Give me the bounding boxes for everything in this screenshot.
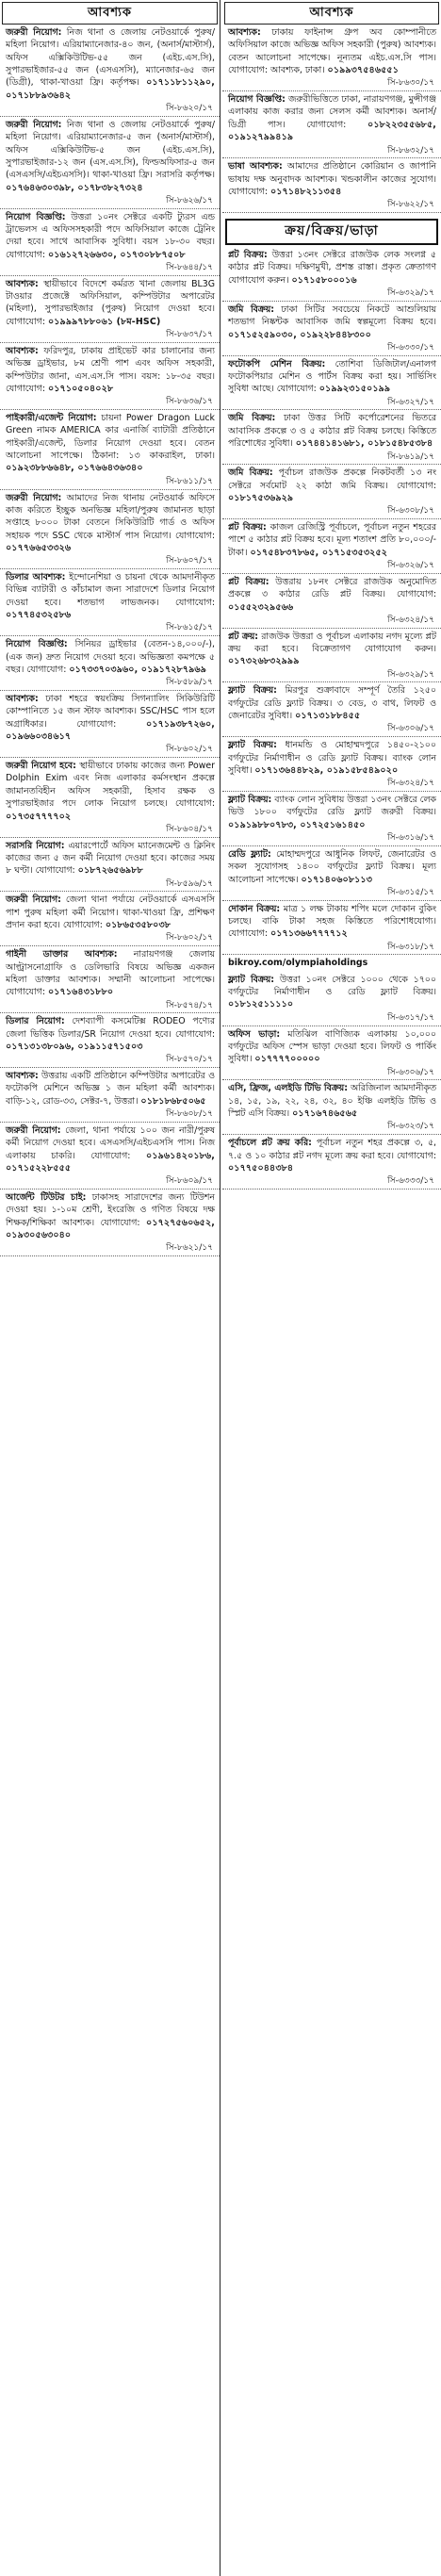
ad-ref-code: সি-৮৫৮৯/১৭ bbox=[166, 678, 213, 688]
ad-ref-code: সি-৬৩২৯/১৭ bbox=[387, 288, 434, 299]
ad-phone: ০১৭৭৫০৪৪৩৮৪ bbox=[228, 1162, 294, 1173]
ad-text: পূর্বাচল রাজউক প্রকল্পে নিকটবর্তী ১৩ নং সেক্টরে সর্বমোট ২২ কাঠা জমি বিক্রয়। যোগাযোগ: bbox=[228, 468, 436, 491]
ad-heading: প্লট বিক্রয়: bbox=[228, 576, 270, 587]
classified-ad bbox=[222, 629, 441, 683]
ad-heading: এসি, ফ্রিজ, এলইডি টিভি বিক্রয়: bbox=[228, 1083, 348, 1094]
ad-heading: আর্জেন্ট টিউটর চাই: bbox=[6, 1192, 87, 1204]
ad-heading: জরুরী নিয়োগ: bbox=[6, 492, 62, 503]
ad-heading: জরুরী নিয়োগ: bbox=[6, 1124, 61, 1136]
ad-text: মিরপুর শুক্রাবাদে সম্পূর্ণ তৈরি ১২৫০ বর্গফুটের রেডি ফ্ল্যাট বিক্রয়। ৩ বেড, ৩ বাথ, লিফট ও জেনারেটর সুবিধা। bbox=[228, 685, 436, 722]
ad-text: আমাদের প্রতিষ্ঠানে কোরিয়ান ও জাপানি ভাষায় দক্ষ অনুবাদক আবশ্যক। খন্ডকালীন কাজের সুযোগ। যোগাযোগ: bbox=[228, 161, 436, 197]
ad-ref-code: সি-৮৬২৬/১৭ bbox=[166, 195, 213, 205]
ad-ref-code: সি-৬৩২৩/১৭ bbox=[387, 1122, 434, 1132]
ad-ref-code: সি-৬৩২৭/১৭ bbox=[387, 397, 434, 407]
ad-phone: ০১৭৩৩৭০৩৯৬০, ০১৯১৭২৮৭৯৬৯ bbox=[69, 664, 206, 675]
ad-text: চায়না Power Dragon Luck Green নামক AMERICA কার এনার্জি ব্যাটারী প্রতিষ্ঠানে পাইকারী/এজেন্ট, ডিলার নিয়োগ দেওয়া হবে। বেতন আলোচনা সাপেক্ষে। ঠিকানা: ১৩ কাকরাইল, ঢাকা। bbox=[6, 413, 215, 462]
ad-phone: ০১৭৪৪১৪১৬৮১, ০১৮১৫৪৮৫৩৮৪ bbox=[295, 438, 433, 450]
ad-text: নিজ থানা ও জেলায় নেটওয়ার্কে পুরুষ/মহিলা নিয়োগ। এরিয়াম্যানেজার-৪০ জন, (অনার্স/মাস্টার্স), অফিস এক্সিকিউটিভ-৫৫ জন (এইচ.এস.সি), সুপারভাইজার-৫৫ জন (এসএসসি), ম্যানেজার-৬৫ জন (ডিগ্রী), থাকা-খাওয়া ফ্রি। কর্তৃপক্ষ। bbox=[6, 27, 215, 89]
classified-ad bbox=[222, 158, 441, 213]
classified-ad bbox=[222, 25, 441, 91]
ad-heading: নিয়োগ বিজ্ঞপ্তি: bbox=[6, 639, 68, 650]
classified-ad bbox=[222, 574, 441, 629]
ad-heading: নিয়োগ বিজ্ঞপ্তি: bbox=[228, 94, 286, 106]
right-top-ads-list bbox=[222, 25, 441, 213]
classified-ad bbox=[0, 490, 220, 569]
ad-ref-code: সি-৬৩১৭/১৭ bbox=[387, 1012, 434, 1023]
ad-phone: ০১৯৯৯৭৮৮০৬১ (৮ম-HSC) bbox=[47, 316, 161, 327]
classified-ad bbox=[0, 892, 220, 946]
classified-ad bbox=[0, 410, 220, 489]
ad-heading: জমি বিক্রয়: bbox=[228, 304, 275, 315]
ad-text: ঢাকা শহরে স্বয়ংক্রিয় সিগন্যালিং সিকিউরিটি কোম্পানিতে ১৫ জন স্টাফ আবশ্যক। SSC/HSC পাস হলে অগ্রাধিকার। যোগাযোগ: bbox=[6, 693, 215, 730]
ad-phone: ০১৭৭৬৬৫৩৩২৬ bbox=[6, 542, 72, 553]
ad-text: জেলা থানা পর্যায়ে নেটওয়ার্কে এসএসসি পাশ পুরুষ মহিলা কর্মী নিয়োগ। থাকা-খাওয়া ফ্রি, প্রশিক্ষণ প্রদান করা হবে। যোগাযোগ: bbox=[6, 894, 215, 931]
classified-ad bbox=[222, 91, 441, 158]
ad-ref-code: সি-৮৬১৯/১৭ bbox=[387, 451, 434, 462]
ad-phone: ০১৭২৭৫৬০৬৫২, ০১৯৩০৫৬৩০৪০ bbox=[6, 1217, 216, 1241]
ad-ref-code: সি-৮৬০৭/১৭ bbox=[166, 556, 213, 566]
ad-heading: ফ্ল্যাট বিক্রয়: bbox=[228, 740, 277, 751]
ad-ref-code: সি-৮৬২০/১৭ bbox=[166, 104, 213, 114]
classified-ad bbox=[222, 1135, 441, 1190]
ad-phone: ০১৭৩২৬৮৩২৯৯৯ bbox=[228, 656, 300, 667]
ad-text: মোহাম্মদপুরে আধুনিক লিফট, জেনারেটর ও সকল সুযোগসহ ১৪০০ বর্গফুটের ফ্ল্যাট বিক্রয়। মূল্য আলোচনা সাপেক্ষে। bbox=[228, 848, 436, 885]
ad-text: উত্তরায় ১৮নং সেক্টরে রাজউক অনুমোদিত প্রকল্পে ৩ কাঠার রেডি প্লট বিক্রয়। যোগাযোগ: bbox=[228, 576, 437, 600]
classified-ad bbox=[222, 901, 441, 956]
ad-phone: ০১৭১৫২৫৯০৩০, ০১৯২২৮৪৪৮৩০০ bbox=[228, 329, 371, 340]
ad-phone: ০১৭৫৪৮৩৭৮৬৫, ০১৭১৫৩৫৩২৫২ bbox=[250, 547, 388, 558]
ad-heading: জরুরী নিয়োগ: bbox=[6, 27, 62, 38]
ad-ref-code: সি-৮৬৩৭/১৭ bbox=[166, 330, 213, 340]
ad-ref-code: সি-৮৬০২/১৭ bbox=[166, 933, 213, 943]
ad-ref-code: সি-৮৬৪৪/১৭ bbox=[166, 263, 213, 273]
ad-heading: ফ্ল্যাট বিক্রয়: bbox=[228, 974, 275, 985]
ad-text: তোশিবা ডিজিটাল/এনালগ ফটোকপিয়ার মেশিন ও পার্টস বিক্রয় করা হয়। সার্ভিসিং সুবিধা আছে। যোগাযোগ: bbox=[228, 358, 436, 395]
ad-heading: জরুরী নিয়োগ: bbox=[6, 119, 62, 130]
ad-phone: ০১৭১১৮১১২৯০, ০১৭১৮৮৯৩৬৪২ bbox=[6, 77, 215, 101]
ad-heading: নিয়োগ বিজ্ঞপ্তি: bbox=[6, 211, 66, 222]
classified-ad bbox=[0, 946, 220, 1013]
ad-phone: ০১৭১৩১৩৮০৯৬, ০১৯১১৫৭১৫০৩ bbox=[6, 1042, 143, 1053]
ad-heading: ফ্ল্যাট বিক্রয়: bbox=[228, 685, 277, 697]
ad-text: উত্তরায় একটি প্রতিষ্ঠানে কম্পিউটার অপারেটর ও ফটোকপি মেশিনে অভিজ্ঞ ১ জন মহিলা কর্মী আবশ্যক। বাড়ি-১২, রোড-৩৩, সেক্টর-৭, উত্তরা। bbox=[6, 1071, 216, 1107]
classified-ad bbox=[222, 682, 441, 737]
ad-ref-code: সি-৬৩৩৩/১৭ bbox=[387, 1176, 434, 1187]
ad-ref-code: সি-৬৩১৫/১৭ bbox=[387, 887, 434, 897]
ad-text: নিজ থানা ও জেলায় নেটওয়ার্কে পুরুষ/মহিলা নিয়োগ। এরিয়াম্যানেজার-৫ জন (অনার্স/মাস্টার্স), অফিস এক্সিকিউটিভ-৫ জন (এইচ.এস.সি), সুপারভাইজার-১২ জন (এস.এস.সি), ফিল্ডঅফিসার-৫ জন (এসএসসি/এইচএসসি)। থাকা-খাওয়া ফ্রি। সরাসরি কর্তৃপক্ষ। bbox=[6, 119, 215, 181]
ad-phone: ০১৮১৭৫৩৬৯২৯ bbox=[228, 492, 294, 503]
ad-text: উত্তরা ১৩নং সেক্টরে রাজউক লেক সংলগ্ন ৫ কাঠার প্লট বিক্রয়। দক্ষিণমুখী, প্রশস্ত রাস্তা। প্রকৃত ক্রেতাগণ যোগাযোগ করুন। bbox=[228, 250, 436, 286]
ad-ref-code: সি-৮৬০২/১৭ bbox=[166, 745, 213, 755]
ad-ref-code: সি-৮৫৭৪/১৭ bbox=[166, 1000, 213, 1010]
classified-ad bbox=[222, 972, 441, 1026]
ad-phone: ০১৯৯২৩১৫০১৯৯ bbox=[318, 384, 391, 395]
ad-ref-code: সি-৮৬২২/১৭ bbox=[387, 200, 434, 210]
ad-heading: প্লট বিক্রয়: bbox=[228, 522, 267, 533]
ad-phone: ০১৮২২৩৫৫৬৮৫, ০১৯১২৭৯৯৪১৯ bbox=[228, 119, 436, 143]
ad-heading: জরুরী নিয়োগ হবে: bbox=[6, 761, 76, 772]
ad-ref-code: সি-৮৬০৮/১৭ bbox=[166, 1109, 213, 1120]
classified-ad bbox=[0, 276, 220, 343]
ad-heading: জমি বিক্রয়: bbox=[228, 468, 273, 479]
ad-heading: সরাসরি নিয়োগ: bbox=[6, 840, 65, 851]
ad-heading: রেডি ফ্ল্যাট: bbox=[228, 848, 271, 860]
ad-text: জেলা, থানা পর্যায়ে ১০০ জন নারী/পুরুষ কর্মী নিয়োগ দেওয়া হবে। এসএসসি/এইচএসসি পাস। নিজ এলাকায় চাকরি। যোগাযোগ: bbox=[6, 1124, 216, 1161]
ad-ref-code: সি-৮৬২১/১৭ bbox=[166, 1243, 213, 1254]
ad-phone: ০১৭৭৭৭০০০০০ bbox=[254, 1054, 320, 1065]
ad-phone: ০১৮৬৫৩৫৮০৩৮ bbox=[105, 920, 172, 931]
ad-heading: পাইকারী/এজেন্ট নিয়োগ: bbox=[6, 413, 97, 424]
ad-phone: ০১৭৭৪৫৩২৫৮৬ bbox=[6, 610, 72, 621]
ad-ref-code: সি-৮৬৩০/১৭ bbox=[387, 78, 434, 89]
ad-text: উত্তরা ১০নং সেক্টরে একটি ট্যুরস এন্ড ট্রাভেলস এ অফিসসহকারী পদে অফিসিয়াল কাজে ট্রেনিং দেয়া হবে। সাথে আবাসিক সুবিধা। বয়স ১৮-৩০ বছর। যোগাযোগ: bbox=[6, 211, 216, 260]
classified-ad bbox=[0, 1013, 220, 1068]
classified-ad bbox=[222, 247, 441, 302]
ad-phone: ০১৫৫২৩২৯৫৬৬ bbox=[228, 601, 294, 613]
ad-phone: ০১৭১০৫০৪০২৮ bbox=[47, 383, 114, 394]
classified-ad bbox=[0, 25, 220, 117]
ad-ref-code: সি-৬৩১৬/১৭ bbox=[387, 833, 434, 844]
ad-ref-code: সি-৮৫৯৬/১৭ bbox=[166, 878, 213, 889]
ad-ref-code: সি-৬৩০৬/১৭ bbox=[387, 1067, 434, 1077]
classified-ad bbox=[0, 343, 220, 410]
ad-ref-code: সি-৬৩৩০/১৭ bbox=[387, 342, 434, 353]
ad-phone: ০১৭৬৪৬৩০৩৯৮, ০১৭৮৩৮২৭৩২৪ bbox=[6, 182, 143, 193]
ad-ref-code: সি-৮৬১১/১৭ bbox=[166, 476, 213, 486]
ad-phone: ০১৮১৮৬৮৫০৬৫ bbox=[140, 1095, 206, 1107]
ad-phone: ০১৮৭২৬৫৬৯৮৮ bbox=[77, 865, 143, 877]
ad-text: ব্যাংক লোন সুবিধায় উত্তরা ১৩নং সেক্টরে লেক ভিউ ১৮০০ বর্গফুটের রেডি ফ্ল্যাট জরুরী বিক্রয়। bbox=[228, 795, 436, 818]
ad-text: ঢাকাসহ সারাদেশের জন্য টিউশন দেওয়া হয়। ১-১০ম শ্রেণী, ইংরেজি ও গণিত বিষয়ে দক্ষ শিক্ষক/শিক্ষিকা আবশ্যক। যোগাযোগ: bbox=[6, 1192, 215, 1228]
classified-ad bbox=[222, 1080, 441, 1135]
classified-ad bbox=[0, 758, 220, 837]
ad-phone: ০১৯১৯৮৮০৭৮৩, ০১৭২৫১৬১৪৫০ bbox=[228, 819, 366, 830]
ad-ref-code: সি-৮৬১৫/১৭ bbox=[166, 623, 213, 633]
ad-phone: ০১৭১৩১৮৮৪৫৫ bbox=[295, 711, 361, 722]
ad-text: উত্তরা ১০নং সেক্টরে ১০০০ থেকে ১৭০০ বর্গফুটের নির্মাণাধীন ও রেডি ফ্ল্যাট বিক্রয়। bbox=[228, 974, 436, 998]
ad-ref-code: সি-৮৬৩২/১৭ bbox=[387, 145, 434, 156]
ad-phone: ০১৭১৪০৬০৮১১৩ bbox=[301, 874, 372, 885]
ad-phone: ০১৬১২৭২৬৬৩০, ০১৭৩০৮৮৭৫০৮ bbox=[47, 249, 186, 260]
ad-text: আমাদের নিজ থানায় নেটওয়ার্ক অফিসে কাজ করিতে ইচ্ছুক অনভিজ্ঞ মহিলা/পুরুষ জামানত ছাড়া সপ্তাহে ৮০০০ টাকা বেতনে সিকিউরিটি গার্ড ও অফিস সহায়ক পদে SSC থেকে মাস্টার্স পাস নিয়োগ। যোগাযোগ: bbox=[6, 492, 215, 541]
ad-phone: ০১৯৬১৪২০১৮৬, ০১৭১৫২২৮৫৫৫ bbox=[6, 1150, 215, 1173]
ad-heading: আবশ্যক: bbox=[228, 27, 261, 38]
ad-text: ফরিদপুর, ঢাকায় প্রাইভেট কার চালানোর জন্য অভিজ্ঞ ড্রাইভার, ৮ম শ্রেণী পাশ এবং অফিস সহকারী, কম্পিউটার জানা, এস.এস.সি পাস। বয়স: ১৮-৩৫ বছর। যোগাযোগ: bbox=[6, 345, 215, 394]
ad-text: ঢাকা সিটির সবচেয়ে নিকটে আশুলিয়ায় শতভাগ নিষ্কন্টক আবাসিক জমি স্বল্পমূল্যে বিক্রয় হবে। bbox=[228, 304, 436, 328]
ad-ref-code: সি-৬৩০৮/১৭ bbox=[387, 506, 434, 517]
classified-ad bbox=[222, 410, 441, 465]
ad-heading: অফিস ভাড়া: bbox=[228, 1028, 281, 1040]
classified-ad bbox=[0, 838, 220, 893]
ad-text: নারায়ণগঞ্জ জেলায় আল্ট্রাসনোগ্রাফি ও ডেলিভারি বিষয়ে অভিজ্ঞ একজন মহিলা ডাক্তার আবশ্যক। সম্মানী আলোচনা সাপেক্ষে। যোগাযোগ: bbox=[6, 949, 215, 998]
ad-text: রাজউক উত্তরা ও পূর্বাচল এলাকায় নগদ মূল্যে প্লট ক্রয় করা হবে। বিক্রেতাগণ যোগাযোগ করুন। bbox=[228, 631, 436, 654]
ad-heading: ফ্ল্যাট বিক্রয়: bbox=[228, 795, 272, 806]
ad-heading: ভাষা আবশ্যক: bbox=[228, 161, 283, 172]
ad-heading: দোকান বিক্রয়: bbox=[228, 903, 281, 914]
classified-ad bbox=[222, 1026, 441, 1081]
section-header-buy-sell-rent: ক্রয়/বিক্রয়/ভাড়া bbox=[225, 219, 438, 245]
ad-text: পূর্বাচল নতুন শহর প্রকল্পে ৩, ৫, ৭.৫ ও ১০ কাঠার প্লট নগদ মূল্যে ক্রয় করা হবে। যোগাযোগ: bbox=[228, 1138, 437, 1161]
ad-text: অরিজিনাল আমদানীকৃত ১৪, ১৫, ১৯, ২২, ২৪, ৩২, ৪০ ইঞ্চি এলইডি টিভি ও স্প্লিট এসি বিক্রয়। bbox=[228, 1083, 436, 1120]
ad-phone: ০১৭১৩৬৬৭৭৭৭১২ bbox=[270, 928, 348, 940]
ad-phone: ০১৯৯৩৭৫৪৬৫৫১ bbox=[327, 65, 399, 76]
classified-ad bbox=[0, 1123, 220, 1190]
ad-heading: ডিলার নিয়োগ: bbox=[6, 1016, 65, 1027]
ad-text: মাত্র ১ লক্ষ টাকায় শপিং মলে দোকান বুকিং চলছে। বাকি টাকা সহজ কিস্তিতে পরিশোধযোগ্য। যোগাযোগ: bbox=[228, 903, 436, 940]
ad-text: মতিঝিল বাণিজ্যিক এলাকায় ১০,০০০ বর্গফুটের অফিস স্পেস ভাড়া দেওয়া হবে। লিফট ও পার্কিং সুবিধা। bbox=[228, 1028, 437, 1065]
ad-phone: ০১৭১৫৮০০০১৬ bbox=[291, 274, 357, 286]
ad-phone: ০১৭১৬৪৩১৮৮০ bbox=[47, 987, 114, 998]
sale-ads-list bbox=[222, 247, 441, 1190]
ad-ref-code: সি-৬৩২৬/১৭ bbox=[387, 561, 434, 571]
ad-heading: প্লট বিক্রয়: bbox=[228, 250, 268, 261]
ad-text: ঢাকা উত্তর সিটি কর্পোরেশনের ভিতরে আবাসিক প্রকল্পে ৩ ও ৫ কাঠার প্লট বিক্রয় চলছে। কিস্তিতে পরিশোধের সুবিধা। bbox=[228, 413, 436, 450]
ad-text: সিনিয়র ড্রাইভার (বেতন-১৪,০০০/-), (এক জন) দ্রুত নিয়োগ দেওয়া হবে। অভিজ্ঞতা কমপক্ষে ৫ বছর। যোগাযোগ: bbox=[6, 639, 215, 675]
ad-text: দেশব্যাপী কসমেটিক্স RODEO পণ্যের জেলা ভিত্তিক ডিলার/SR নিয়োগ দেওয়া হবে। যোগাযোগ: bbox=[6, 1016, 216, 1040]
ad-heading: জরুরী নিয়োগ: bbox=[6, 894, 61, 906]
ad-text: ইন্দোনেশিয়া ও চায়না থেকে আমদানীকৃত বিভিন্ন ব্যাটারী ও কাঁচামাল জন্য সারাদেশে ডিলার নিয়োগ দেওয়া হবে। শতভাগ লাভজনক। যোগাযোগ: bbox=[6, 572, 216, 608]
classified-ad bbox=[222, 519, 441, 574]
right-column bbox=[222, 0, 441, 2576]
classified-ad bbox=[0, 691, 220, 758]
ad-ref-code: সি-৮৬০৪/১৭ bbox=[166, 824, 213, 834]
classified-ad bbox=[0, 117, 220, 209]
classified-ad bbox=[222, 356, 441, 411]
ad-heading: আবশ্যক: bbox=[6, 345, 39, 356]
ad-ref-code: সি-৬৩২৪/১৭ bbox=[387, 615, 434, 625]
ad-heading: জমি বিক্রয়: bbox=[228, 413, 276, 424]
classified-ad bbox=[0, 1190, 220, 1256]
ad-text: এয়ারপোর্টে অফিস ম্যানেজমেন্ট ও ক্লিনিং কাজের জন্য ৫ জন কর্মী নিয়োগ দেওয়া হবে। কাজের সময় ৮ ঘণ্টা। যোগাযোগ: bbox=[6, 840, 216, 877]
classified-ad bbox=[222, 737, 441, 792]
ad-heading: আবশ্যক: bbox=[6, 693, 39, 704]
ad-phone: ০১৯২৩৮৮৬৬৪৮, ০১৭৬৬৪৩৬৩৪০ bbox=[6, 463, 143, 474]
classified-ad bbox=[222, 792, 441, 846]
website-url[interactable]: bikroy.com/olympiaholdings bbox=[228, 958, 368, 969]
ad-ref-code: সি-৬৩১৮/১৭ bbox=[387, 942, 434, 952]
ad-ref-code: সি-৬৩২৪/১৭ bbox=[387, 779, 434, 789]
ad-phone: ০১৭১৯৩৮৭২৬০, ০১৯৬৬০৩৪৬১৭ bbox=[6, 718, 215, 743]
left-column bbox=[0, 0, 220, 2576]
ad-text: জরুরীভিত্তিতে ঢাকা, নারায়ণগঞ্জ, মুন্সীগঞ্জ এলাকায় কাজ করার জন্য সেলস কর্মী আবশ্যক। অনার্স/ডিগ্রী পাস। যোগাযোগ: bbox=[228, 94, 436, 130]
classified-ad bbox=[222, 846, 441, 901]
ad-ref-code: সি-৮৬৩৬/১৭ bbox=[166, 397, 213, 407]
classified-ad bbox=[222, 465, 441, 519]
ad-heading: ডিলার আবশ্যক: bbox=[6, 572, 66, 583]
ad-heading: পূর্বাচলে প্লট ক্রয় করি: bbox=[228, 1138, 312, 1149]
ad-ref-code: সি-৮৬০৯/১৭ bbox=[166, 1176, 213, 1187]
section-header-required: আবশ্যক bbox=[2, 2, 218, 25]
ad-heading: আবশ্যক: bbox=[6, 1071, 39, 1082]
left-ads-list bbox=[0, 25, 220, 1256]
ad-text: ঢাকায় ফাইনান্স গ্রুপ অব কোম্পানীতে অফিসিয়াল কাজে অভিজ্ঞ অফিস সহকারী (পুরুষ) আবশ্যক। বেতন আলোচনা সাপেক্ষে। নূন্যতম এইচ.এস.সি পাস। যোগাযোগ: আবশ্যক, ঢাকা। bbox=[228, 27, 436, 76]
ad-phone: ০১৭১৩৬৪৪৮২৯, ০১৯১৫৮৫৪৯০২০ bbox=[254, 764, 399, 776]
ad-ref-code: সি-৬৩২৯/১৭ bbox=[387, 669, 434, 680]
ad-phone: ০১৭১৬৭৪৬৫৬৫ bbox=[292, 1108, 358, 1120]
ad-ref-code: সি-৬৩০৬/১৭ bbox=[387, 724, 434, 734]
ad-heading: ফটোকপি মেশিন বিক্রয়: bbox=[228, 358, 326, 369]
ad-heading: গাইনী ডাক্তার আবশ্যক: bbox=[6, 949, 118, 960]
classified-ad bbox=[0, 1068, 220, 1123]
ad-text: ধানমন্ডি ও মোহাম্মদপুরে ১৪৫০-২১০০ বর্গফুটের নির্মাণাধীন ও রেডি ফ্ল্যাট বিক্রয়। ব্যাংক লোন সুবিধা। bbox=[228, 740, 436, 776]
ad-phone: ০১৭৩৫৭৭৭৭০২ bbox=[6, 811, 72, 822]
ad-text: স্থায়ীভাবে বিদেশে কর্মরত খানা জেলায় BL3G টাওয়ার প্রজেক্টে অফিসিয়াল, কম্পিউটার অপারেটর (মহিলা), সুপারভাইজার (পুরুষ) নিয়োগ দেওয়া হবে। যোগাযোগ: bbox=[6, 278, 215, 327]
ad-heading: প্লট ক্রয়: bbox=[228, 631, 259, 642]
ad-text: স্থায়ীভাবে ঢাকায় কাজের জন্য Power Dolphin Exim এবং নিজ এলাকার কর্মসংস্থান প্রকল্পে জামানতবিহীন অফিস সহকারী, হিসাব রক্ষক ও সুপারভাইজার পদে লোক নিয়োগ চলছে। যোগাযোগ: bbox=[6, 761, 215, 810]
classified-ad bbox=[222, 302, 441, 356]
section-header-required-right: আবশ্যক bbox=[224, 2, 439, 25]
ad-ref-code: সি-৮৫৭০/১৭ bbox=[166, 1055, 213, 1065]
ad-heading: আবশ্যক: bbox=[6, 278, 39, 289]
classified-ad bbox=[0, 569, 220, 636]
classified-ad bbox=[0, 636, 220, 691]
ad-phone: ০১৭১৪৮২১১৩৫৪ bbox=[270, 186, 342, 197]
classified-ad bbox=[0, 209, 220, 276]
ad-text: কাজল রেজিস্ট্রি পূর্বাচলে, পূর্বাচল নতুন শহরের পাশে ৫ কাঠার প্লট বিক্রয় হবে। মূল্য শতাংশ প্রতি ৮০,০০০/- টাকা। bbox=[228, 522, 436, 558]
ad-phone: ০১৮১২৫১১১১০ bbox=[228, 999, 294, 1010]
